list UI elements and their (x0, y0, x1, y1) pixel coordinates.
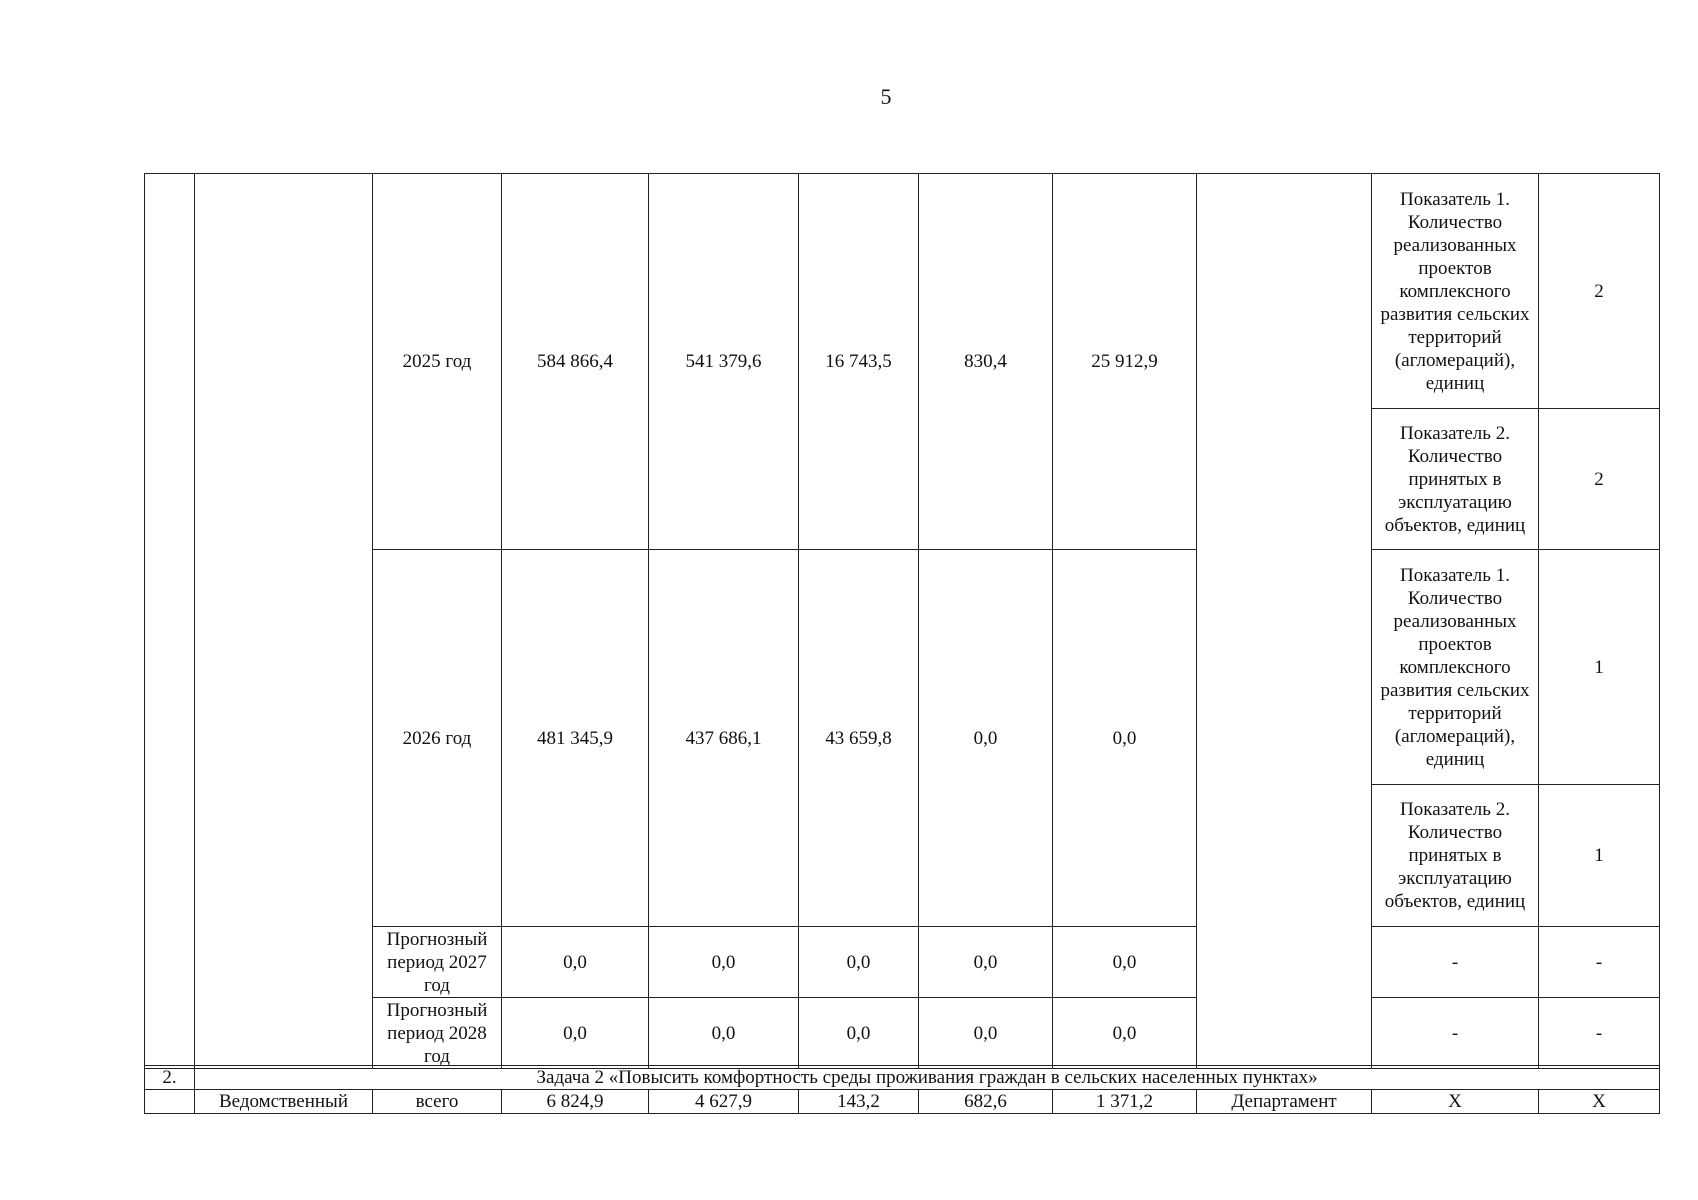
cell-regional-2028: 0,0 (799, 998, 919, 1069)
cell-period-2026: 2026 год (373, 550, 502, 927)
cell-vedomstv-indicator-value: Х (1539, 1090, 1660, 1114)
cell-vedomstv-indicator-label: Х (1372, 1090, 1539, 1114)
cell-local-2025: 830,4 (919, 174, 1053, 550)
cell-period-2027: Прогнозный период 2027 год (373, 927, 502, 998)
cell-indicator-label: Показатель 2. Количество принятых в эксплуатацию объектов, единиц (1372, 409, 1539, 550)
cell-task2-text: Задача 2 «Повысить комфортность среды проживания граждан в сельских населенных пунктах» (195, 1066, 1660, 1090)
cell-indicator-value: 1 (1539, 785, 1660, 927)
cell-executor-empty (1197, 174, 1372, 1069)
row-2025-ind1 (145, 174, 1660, 409)
program-table (144, 173, 1660, 1069)
cell-indicator-value: 1 (1539, 550, 1660, 785)
task2-table (144, 1065, 1660, 1114)
cell-total-2028: 0,0 (502, 998, 649, 1069)
cell-vedomstv-period: всего (373, 1090, 502, 1114)
cell-indicator-label: Показатель 1. Количество реализованных проектов комплексного развития сельских территорий (агломераций), единиц (1372, 550, 1539, 785)
row-task2 (145, 1066, 1660, 1090)
row-2027 (145, 927, 1660, 998)
cell-indicator-value: 2 (1539, 409, 1660, 550)
cell-federal-2028: 0,0 (649, 998, 799, 1069)
cell-total-2027: 0,0 (502, 927, 649, 998)
row-2028 (145, 998, 1660, 1069)
cell-regional-2027: 0,0 (799, 927, 919, 998)
cell-federal-2026: 437 686,1 (649, 550, 799, 927)
cell-local-2028: 0,0 (919, 998, 1053, 1069)
cell-indicator-value: 2 (1539, 174, 1660, 409)
cell-vedomstv-total: 6 824,9 (502, 1090, 649, 1114)
cell-task2-number: 2. (145, 1066, 195, 1090)
cell-indicator-label: Показатель 2. Количество принятых в эксплуатацию объектов, единиц (1372, 785, 1539, 927)
cell-vedomstv-executor: Департамент (1197, 1090, 1372, 1114)
row-2026-ind1 (145, 550, 1660, 785)
cell-indicator-label: - (1372, 998, 1539, 1069)
cell-indicator-value: - (1539, 927, 1660, 998)
cell-total-2026: 481 345,9 (502, 550, 649, 927)
cell-federal-2025: 541 379,6 (649, 174, 799, 550)
cell-vedomstv-name: Ведомственный (195, 1090, 373, 1114)
cell-total-2025: 584 866,4 (502, 174, 649, 550)
cell-period-2025: 2025 год (373, 174, 502, 550)
cell-vedomstv-local: 682,6 (919, 1090, 1053, 1114)
cell-period-2028: Прогнозный период 2028 год (373, 998, 502, 1069)
cell-regional-2026: 43 659,8 (799, 550, 919, 927)
cell-other-2026: 0,0 (1053, 550, 1197, 927)
cell-indicator-value: - (1539, 998, 1660, 1069)
cell-number-empty (145, 1090, 195, 1114)
cell-other-2025: 25 912,9 (1053, 174, 1197, 550)
cell-regional-2025: 16 743,5 (799, 174, 919, 550)
cell-vedomstv-regional: 143,2 (799, 1090, 919, 1114)
cell-number-empty (145, 174, 195, 1069)
cell-indicator-label: Показатель 1. Количество реализованных проектов комплексного развития сельских территорий (агломераций), единиц (1372, 174, 1539, 409)
cell-name-empty (195, 174, 373, 1069)
cell-vedomstv-other: 1 371,2 (1053, 1090, 1197, 1114)
cell-indicator-label: - (1372, 927, 1539, 998)
cell-vedomstv-federal: 4 627,9 (649, 1090, 799, 1114)
page-number: 5 (880, 84, 892, 109)
cell-local-2027: 0,0 (919, 927, 1053, 998)
cell-other-2028: 0,0 (1053, 998, 1197, 1069)
cell-local-2026: 0,0 (919, 550, 1053, 927)
row-vedomstv (145, 1090, 1660, 1114)
cell-other-2027: 0,0 (1053, 927, 1197, 998)
cell-federal-2027: 0,0 (649, 927, 799, 998)
